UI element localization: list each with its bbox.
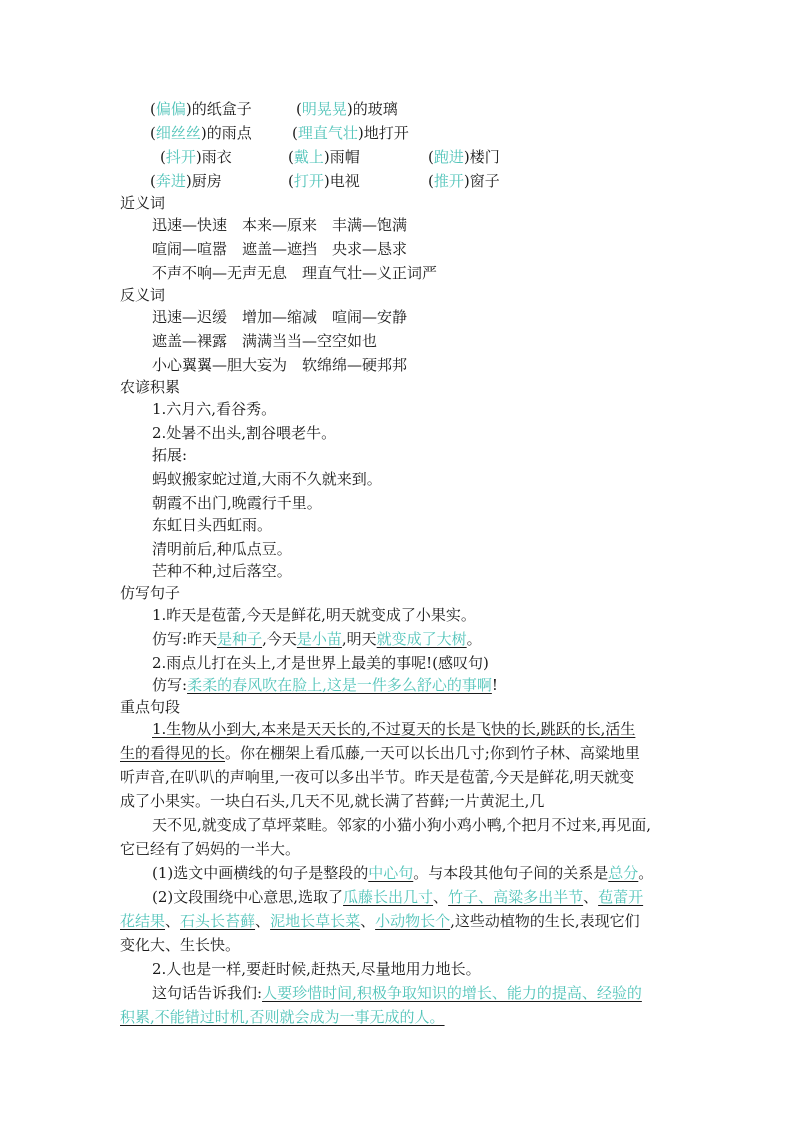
answer: 偏偏 xyxy=(155,100,186,118)
section-heading-synonyms: 近义词 xyxy=(120,194,166,212)
proverb-line: 清明前后,种瓜点豆。 xyxy=(152,540,292,558)
imitation-answer: 仿写:柔柔的春风吹在脸上,这是一件多么舒心的事啊! xyxy=(152,676,498,694)
answer: 总分 xyxy=(608,864,639,882)
passage-line: 生的看得见的长。你在棚架上看瓜藤,一天可以长出几寸;你到竹子林、高粱地里 xyxy=(120,744,640,762)
answer: 打开 xyxy=(293,172,324,190)
synonym-line: 不声不响—无声无息 理直气壮—义正词严 xyxy=(152,264,438,282)
section-heading-proverbs: 农谚积累 xyxy=(120,378,181,396)
answer: 奔进 xyxy=(155,172,186,190)
antonym-line: 遮盖—裸露 满满当当—空空如也 xyxy=(152,332,378,350)
answer: 泥地长草长菜 xyxy=(270,912,361,930)
answer: 理直气壮 xyxy=(297,124,358,142)
synonym-line: 迅速—快速 本来—原来 丰满—饱满 xyxy=(152,216,408,234)
proverb-line: 朝霞不出门,晚霞行千里。 xyxy=(152,494,322,512)
answer: 人要珍惜时间,积极争取知识的增长、能力的提高、经验的 xyxy=(262,984,642,1002)
pair-row-1b: (明晃晃)的玻璃 xyxy=(296,100,398,118)
pair-row-2: (细丝丝)的雨点 xyxy=(150,124,252,142)
passage-line: 成了小果实。一块白石头,几天不见,就长满了苔藓;一片黄泥土,几 xyxy=(120,792,545,810)
answer: 是种子 xyxy=(217,630,263,648)
answer: 小动物长个 xyxy=(375,912,451,930)
proverb-line: 1.六月六,看谷秀。 xyxy=(152,400,277,418)
passage-sentence-2: 2.人也是一样,要赶时候,赶热天,尽量地用力地长。 xyxy=(152,960,481,978)
answer: 石头长苔藓 xyxy=(180,912,256,930)
antonym-line: 迅速—迟缓 增加—缩减 喧闹—安静 xyxy=(152,308,408,326)
proverb-line: 2.处暑不出头,割谷喂老牛。 xyxy=(152,424,337,442)
passage-line: 听声音,在叭叭的声响里,一夜可以多出半节。昨天是苞蕾,今天是鲜花,明天就变 xyxy=(120,768,635,786)
passage-line xyxy=(152,718,635,740)
question-3: 这句话告诉我们:人要珍惜时间,积极争取知识的增长、能力的提高、经验的 xyxy=(152,984,642,1002)
section-heading-antonyms: 反义词 xyxy=(120,286,166,304)
proverb-line: 蚂蚁搬家蛇过道,大雨不久就来到。 xyxy=(152,470,382,488)
answer: 苞蕾开 xyxy=(598,888,644,906)
question-1: (1)选文中画横线的句子是整段的中心句。与本段其他句子间的关系是总分。 xyxy=(152,864,654,882)
passage-line: 天不见,就变成了草坪菜畦。邻家的小猫小狗小鸡小鸭,个把月不过来,再见面, xyxy=(152,816,652,834)
answer: 瓜藤长出几寸 xyxy=(343,888,434,906)
question-2-cont: 花结果、石头长苔藓、泥地长草长菜、小动物长个,这些动植物的生长,表现它们 xyxy=(120,912,640,930)
question-3-cont xyxy=(120,1006,445,1028)
section-heading-imitate: 仿写句子 xyxy=(120,584,181,602)
pair-row-4b: (打开)电视 xyxy=(288,172,360,190)
example-sentence: 1.昨天是苞蕾,今天是鲜花,明天就变成了小果实。 xyxy=(152,606,476,624)
antonym-line: 小心翼翼—胆大妄为 软绵绵—硬邦邦 xyxy=(152,356,408,374)
answer: 就变成了大树 xyxy=(376,630,467,648)
pair-row-3c: (跑进)楼门 xyxy=(428,148,500,166)
pair-row-4: (奔进)厨房 xyxy=(150,172,222,190)
pair-row-3: (抖开)雨衣 xyxy=(160,148,232,166)
pair-row-1: (偏偏)的纸盒子 xyxy=(150,100,252,118)
answer: 柔柔的春风吹在脸上,这是一件多么舒心的事啊 xyxy=(187,676,492,694)
proverb-line: 芒种不种,过后落空。 xyxy=(152,562,292,580)
pair-row-2b: (理直气壮)地打开 xyxy=(292,124,409,142)
proverb-line: 拓展: xyxy=(152,446,188,464)
answer: 中心句 xyxy=(368,864,414,882)
answer: 细丝丝 xyxy=(155,124,201,142)
question-2: (2)文段围绕中心意思,选取了瓜藤长出几寸、竹子、高粱多出半节、苞蕾开 xyxy=(152,888,644,906)
pair-row-3b: (戴上)雨帽 xyxy=(288,148,360,166)
central-sentence: 1.生物从小到大,本来是天天长的,不过夏天的长是飞快的长,跳跃的长,活生 xyxy=(152,720,636,738)
answer: 竹子、高粱多出半节 xyxy=(448,888,584,906)
answer: 花结果 xyxy=(120,912,166,930)
question-2-cont: 变化大、生长快。 xyxy=(120,936,241,954)
answer: 积累,不能错过时机,否则就会成为一事无成的人。 xyxy=(120,1008,445,1026)
answer: 明晃晃 xyxy=(301,100,347,118)
answer: 跑进 xyxy=(433,148,464,166)
answer: 戴上 xyxy=(293,148,324,166)
answer: 推开 xyxy=(433,172,464,190)
answer: 是小苗 xyxy=(296,630,342,648)
imitation-answer: 仿写:昨天是种子,今天是小苗,明天就变成了大树。 xyxy=(152,630,482,648)
pair-row-4c: (推开)窗子 xyxy=(428,172,500,190)
synonym-line: 喧闹—喧嚣 遮盖—遮挡 央求—恳求 xyxy=(152,240,408,258)
passage-line: 它已经有了妈妈的一半大。 xyxy=(120,840,301,858)
proverb-line: 东虹日头西虹雨。 xyxy=(152,516,273,534)
section-heading-key: 重点句段 xyxy=(120,698,181,716)
answer: 抖开 xyxy=(165,148,196,166)
central-sentence: 生的看得见的长 xyxy=(120,744,226,762)
example-sentence: 2.雨点儿打在头上,才是世界上最美的事呢!(感叹句) xyxy=(152,654,489,672)
